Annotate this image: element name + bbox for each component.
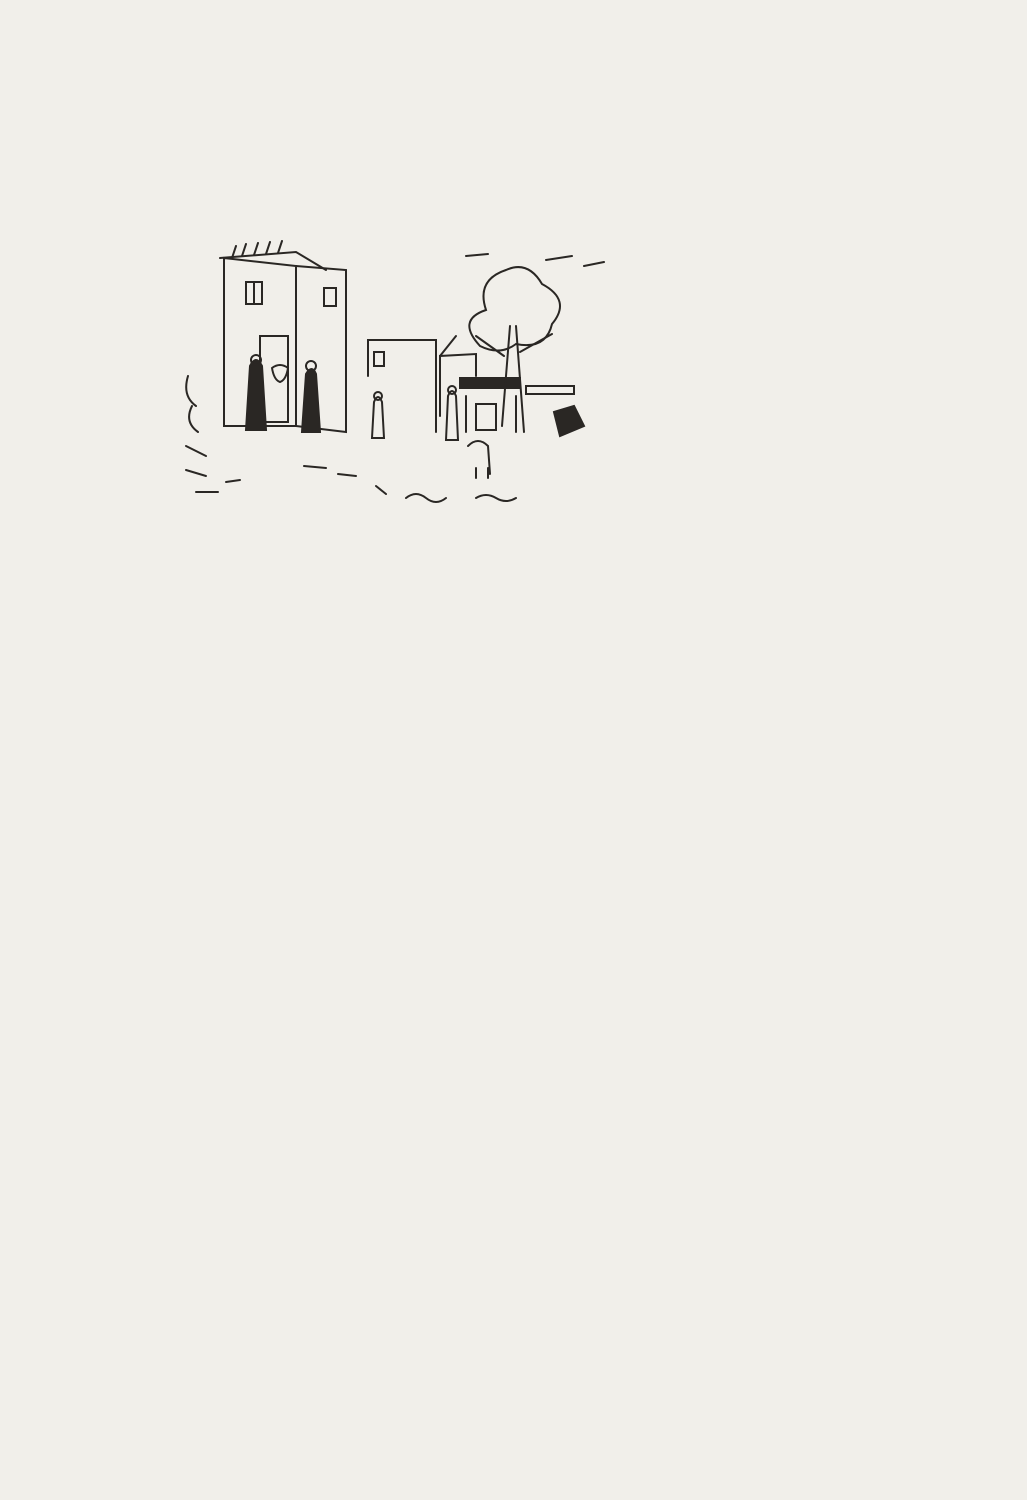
village-square-illustration — [176, 236, 616, 521]
